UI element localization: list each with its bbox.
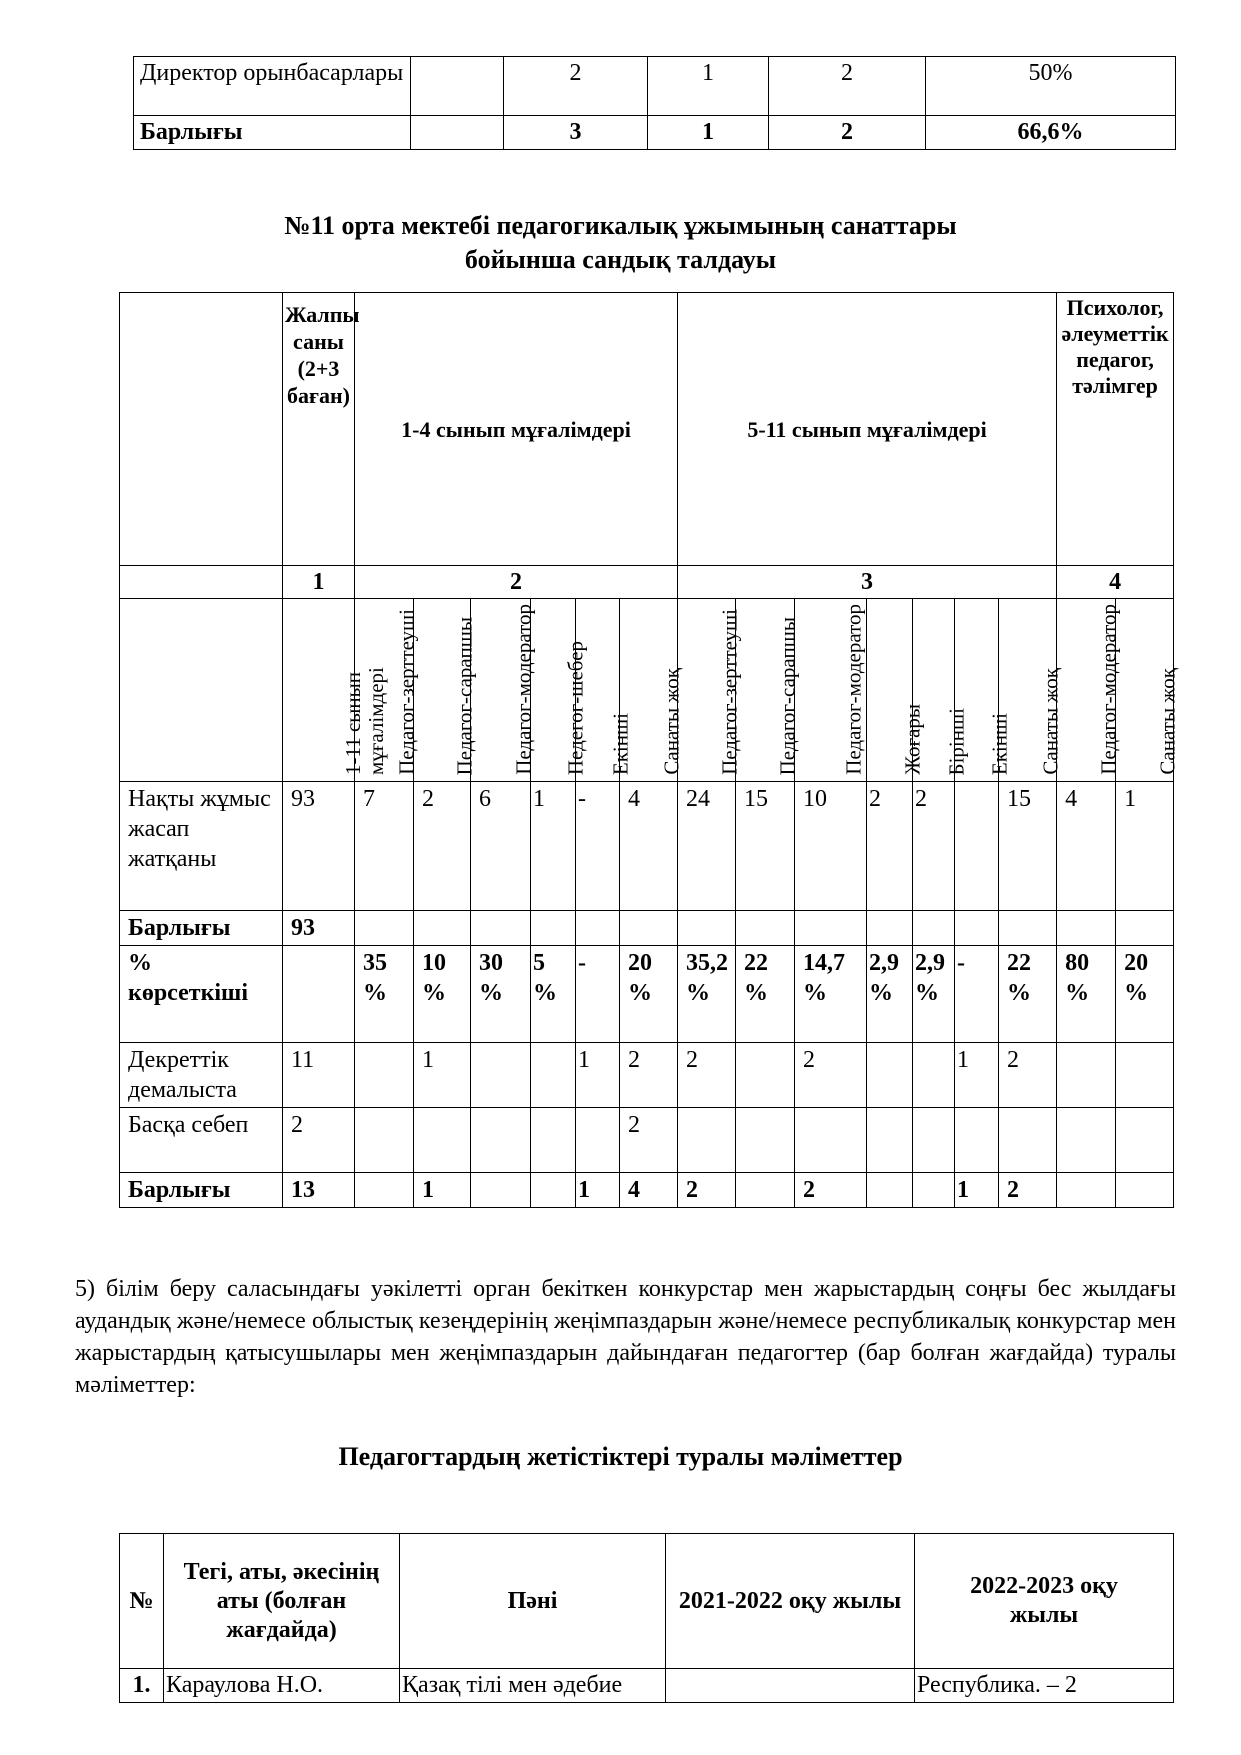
table-cell: 2	[795, 1043, 867, 1108]
table-cell: 35,2 %	[678, 946, 736, 1043]
table-cell	[471, 1043, 531, 1108]
column-header-grades-5-11: 5-11 сынып мұғалімдері	[678, 293, 1057, 566]
teacher-name: Караулова Н.О.	[164, 1669, 400, 1703]
table-cell	[531, 911, 576, 946]
table-cell	[355, 1108, 414, 1173]
table-cell: 2	[999, 1043, 1057, 1108]
subheader-cell	[795, 599, 867, 782]
subheader-label: Педагог-сарапшы	[452, 616, 477, 775]
table-cell: 14,7 %	[795, 946, 867, 1043]
table-row-working	[120, 782, 1174, 911]
subheader-cell	[355, 599, 419, 782]
table-cell: 2	[678, 1173, 736, 1208]
subheader-label: Педагог-модератор	[841, 604, 865, 775]
table-cell	[867, 911, 913, 946]
row-label: Басқа себеп	[120, 1108, 283, 1173]
table-cell: 5 %	[531, 946, 576, 1043]
row-label: Барлығы	[120, 1173, 283, 1208]
table-cell	[867, 1043, 913, 1108]
table-cell: 4	[620, 1173, 678, 1208]
subheader-label: Екінші	[987, 712, 1011, 775]
subheader-cell	[999, 599, 1063, 782]
top-summary-table	[133, 56, 1176, 150]
table-cell	[576, 911, 620, 946]
table-cell: 35 %	[355, 946, 414, 1043]
table-cell	[120, 566, 283, 599]
subheader-label: Бірінші	[944, 707, 968, 775]
table-cell: 15	[999, 782, 1057, 911]
table-subheader-row	[120, 599, 1174, 782]
year-2021-2022	[666, 1669, 915, 1703]
column-header: 2021-2022 оқу жылы	[666, 1534, 915, 1669]
subheader-cell	[678, 599, 741, 782]
table-cell: 15	[736, 782, 795, 911]
table-cell: 20 %	[620, 946, 678, 1043]
row-label: Директор орынбасарлары	[134, 57, 411, 116]
table-cell	[471, 911, 531, 946]
table-cell	[355, 911, 414, 946]
table-cell: 2	[504, 57, 648, 116]
table-cell	[913, 1173, 955, 1208]
table-cell	[120, 599, 283, 782]
table-cell: 93	[283, 911, 355, 946]
table-cell: 13	[283, 1173, 355, 1208]
table-cell: 11	[283, 1043, 355, 1108]
column-header-total: Жалпы саны (2+3 баған)	[283, 293, 355, 566]
table-cell: 1	[1116, 782, 1174, 911]
table-cell: 1	[414, 1173, 471, 1208]
table-cell	[411, 57, 504, 116]
table-cell: 1	[576, 1043, 620, 1108]
subheader-cell	[531, 599, 588, 782]
table-header-row	[120, 293, 1174, 566]
subheader-cell	[955, 599, 1011, 782]
table-cell: 7	[355, 782, 414, 911]
table-cell	[955, 911, 999, 946]
subheader-cell	[471, 599, 535, 782]
table-cell	[1116, 911, 1174, 946]
table-cell	[999, 1108, 1057, 1173]
column-header: Тегі, аты, әкесінің аты (болған жағдайда)	[164, 1534, 400, 1669]
table-cell	[531, 1108, 576, 1173]
table-row	[134, 116, 1176, 150]
table-cell: 1	[648, 57, 769, 116]
achievements-table	[119, 1533, 1174, 1703]
table-cell: 2	[913, 782, 955, 911]
column-header-grades-1-4: 1-4 сынып мұғалімдері	[355, 293, 678, 566]
subheader-label: Педагог-сарапшы	[775, 616, 800, 775]
table-cell: 1	[576, 1173, 620, 1208]
table-cell: 66,6%	[926, 116, 1176, 150]
table-row-other	[120, 1108, 1174, 1173]
table-cell: 1	[955, 1173, 999, 1208]
table-cell: 10	[795, 782, 867, 911]
table-cell: 2	[678, 1043, 736, 1108]
table-cell	[736, 1108, 795, 1173]
row-label: Барлығы	[134, 116, 411, 150]
subheader-cell	[576, 599, 632, 782]
row-label: % көрсеткіші	[120, 946, 283, 1043]
table-cell: 20 %	[1116, 946, 1174, 1043]
column-number: 3	[678, 566, 1057, 599]
table-cell: 2	[769, 116, 926, 150]
table-row	[120, 1669, 1174, 1703]
table-cell	[867, 1108, 913, 1173]
table-cell	[1116, 1043, 1174, 1108]
table-cell: -	[576, 946, 620, 1043]
table-cell	[999, 911, 1057, 946]
subheader-label: Педагог-модератор	[511, 604, 535, 775]
subheader-label: Жоғары	[900, 704, 924, 775]
subheader-label: 1-11 сынып мұғалімдері	[340, 667, 388, 775]
column-number: 4	[1057, 566, 1174, 599]
subheader-label: Санаты жоқ	[1038, 668, 1063, 775]
subheader-label: Педагог-зерттеуші	[717, 609, 741, 775]
table-cell	[355, 1043, 414, 1108]
table-cell: 22 %	[736, 946, 795, 1043]
column-number: 2	[355, 566, 678, 599]
table-cell	[471, 1173, 531, 1208]
table-cell: 2	[769, 57, 926, 116]
subheader-label: Педагог-зерттеуші	[394, 609, 419, 775]
row-label: Барлығы	[120, 911, 283, 946]
table-cell: 4	[620, 782, 678, 911]
table-cell	[620, 911, 678, 946]
column-number: 1	[283, 566, 355, 599]
table-cell: 24	[678, 782, 736, 911]
subheader-label: Санаты жоқ	[659, 668, 683, 775]
table-cell	[471, 1108, 531, 1173]
subheader-label: Екінші	[608, 712, 632, 775]
subheader-cell	[414, 599, 477, 782]
table-cell	[576, 1108, 620, 1173]
table-row-percent	[120, 946, 1174, 1043]
table-cell	[1057, 1108, 1116, 1173]
table-cell: 6	[471, 782, 531, 911]
table-cell	[1116, 1173, 1174, 1208]
subheader-label: Санаты жоқ	[1155, 668, 1180, 775]
table-cell	[955, 782, 999, 911]
table-cell: 50%	[926, 57, 1176, 116]
table-cell: 2	[620, 1043, 678, 1108]
table-cell: 2	[795, 1173, 867, 1208]
column-header-psychologist: Психолог, әлеуметтік педагог, тәлімгер	[1057, 293, 1174, 566]
categories-table	[119, 292, 1180, 1208]
table-cell: 2,9 %	[867, 946, 913, 1043]
table-number-row	[120, 566, 1174, 599]
table-cell: 30 %	[471, 946, 531, 1043]
table-cell	[411, 116, 504, 150]
row-label: Нақты жұмыс жасап жатқаны	[120, 782, 283, 911]
table-cell: 3	[504, 116, 648, 150]
table-cell: 2	[414, 782, 471, 911]
subheader-label: Педегог-шебер	[563, 640, 588, 775]
table-cell: 2	[283, 1108, 355, 1173]
subheader-cell	[1116, 599, 1180, 782]
table-cell	[414, 911, 471, 946]
subheader-cell	[867, 599, 924, 782]
table-cell	[1057, 911, 1116, 946]
table-cell	[795, 911, 867, 946]
table-row-total	[120, 1173, 1174, 1208]
year-2022-2023: Республика. – 2	[915, 1669, 1174, 1703]
table-cell	[1057, 1173, 1116, 1208]
table-row-total	[120, 911, 1174, 946]
table-cell: 22 %	[999, 946, 1057, 1043]
table-cell	[795, 1108, 867, 1173]
table-cell: 2	[999, 1173, 1057, 1208]
table-cell	[355, 1173, 414, 1208]
subheader-cell	[620, 599, 683, 782]
table-cell	[955, 1108, 999, 1173]
subheader-cell	[913, 599, 968, 782]
table-cell	[913, 1043, 955, 1108]
table-row-maternity	[120, 1043, 1174, 1108]
table-cell	[283, 946, 355, 1043]
subheader-cell	[283, 599, 388, 782]
body-paragraph: 5) білім беру саласындағы уәкілетті орган бекіткен конкурстар мен жарыстардың соңғы бес жылдағы аудандық және/немесе облыстық кезеңдерінің жеңімпаздарын және/немесе республикалық конкурстар мен жарыстардың қатысушылары мен жеңімпаздарын дайындаған педагогтер (бар болған жағдайда) туралы мәліметтер:	[75, 1276, 1176, 1398]
section-title-line: №11 орта мектебі педагогикалық ұжымының санаттары	[284, 211, 957, 240]
table-row	[134, 57, 1176, 116]
table-cell: 80 %	[1057, 946, 1116, 1043]
table-cell	[736, 1173, 795, 1208]
table-cell: 1	[955, 1043, 999, 1108]
table-cell: 2	[867, 782, 913, 911]
table-cell: 1	[648, 116, 769, 150]
table-cell	[414, 1108, 471, 1173]
table-cell	[678, 1108, 736, 1173]
table-cell: -	[576, 782, 620, 911]
section-title: Педагогтардың жетістіктері туралы мәліметтер	[338, 1442, 903, 1471]
table-cell: 1	[414, 1043, 471, 1108]
section-title-line: бойынша сандық талдауы	[464, 245, 777, 274]
table-cell	[1116, 1108, 1174, 1173]
table-cell	[867, 1173, 913, 1208]
table-cell	[913, 1108, 955, 1173]
table-cell: 4	[1057, 782, 1116, 911]
column-header: Пәні	[400, 1534, 666, 1669]
section-title	[0, 209, 1241, 277]
row-label: Декреттік демалыста	[120, 1043, 283, 1108]
table-cell	[1057, 1043, 1116, 1108]
column-header: 2022-2023 оқу жылы	[915, 1534, 1174, 1669]
table-cell	[531, 1173, 576, 1208]
table-cell: -	[955, 946, 999, 1043]
table-cell	[913, 911, 955, 946]
table-cell	[120, 293, 283, 566]
table-cell: 2	[620, 1108, 678, 1173]
table-cell	[531, 1043, 576, 1108]
table-cell: 93	[283, 782, 355, 911]
table-cell	[678, 911, 736, 946]
subheader-cell	[736, 599, 800, 782]
table-cell: 1	[531, 782, 576, 911]
table-cell: 10 %	[414, 946, 471, 1043]
table-cell: 2,9 %	[913, 946, 955, 1043]
column-header: №	[120, 1534, 164, 1669]
row-number: 1.	[120, 1669, 164, 1703]
table-header-row	[120, 1534, 1174, 1669]
subject: Қазақ тілі мен әдебие	[400, 1669, 666, 1703]
table-cell	[736, 1043, 795, 1108]
subheader-cell	[1057, 599, 1121, 782]
subheader-label: Педагог-модератор	[1096, 604, 1121, 775]
table-cell	[736, 911, 795, 946]
